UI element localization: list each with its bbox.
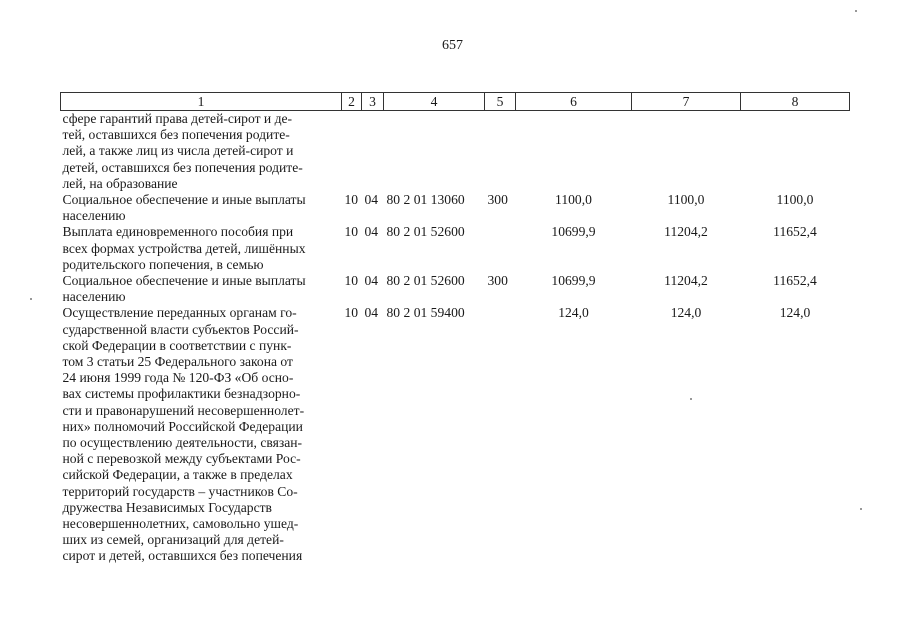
header-cell-7: 7	[632, 93, 741, 111]
description-line: ской Федерации в соответствии с пунк-	[62, 337, 292, 353]
amount-year-2: 11204,2	[664, 273, 708, 289]
description-line: дружества Независимых Государств	[62, 499, 272, 515]
amount-year-1: 10699,9	[551, 224, 596, 240]
description-line: Социальное обеспечение и иные выплаты	[62, 192, 306, 208]
target-article-code	[384, 111, 485, 193]
description-line: населению	[62, 208, 126, 224]
amount-year-2	[632, 111, 741, 193]
amount-year-3: 1100,0	[776, 192, 814, 208]
subsection-code: 04	[364, 192, 379, 208]
row-description	[61, 111, 342, 193]
table-row	[61, 305, 850, 564]
subsection-code: 04	[364, 224, 379, 240]
description-line: населению	[62, 289, 126, 305]
header-row	[61, 93, 850, 111]
amount-year-1: 124,0	[558, 305, 589, 321]
section-code: 10	[344, 192, 359, 208]
amount-year-1: 1100,0	[555, 192, 592, 208]
amount-year-3	[741, 111, 850, 193]
description-line: детей, оставшихся без попечения родите-	[62, 159, 303, 175]
expense-type-code: 300	[487, 192, 508, 208]
description-line: них» полномочий Российской Федерации	[62, 418, 303, 434]
target-article-code: 80 2 01 52600	[386, 273, 465, 289]
description-line: всех формах устройства детей, лишённых	[62, 240, 306, 256]
subsection-code: 04	[364, 273, 379, 289]
scan-speck	[855, 10, 857, 12]
header-cell-4: 4	[384, 93, 485, 111]
amount-year-3: 11652,4	[773, 273, 817, 289]
amount-year-2: 1100,0	[667, 192, 705, 208]
description-line: сирот и детей, оставшихся без попечения	[62, 548, 303, 564]
description-line: Осуществление переданных органам го-	[62, 305, 297, 321]
header-cell-3: 3	[362, 93, 384, 111]
subsection-code	[362, 111, 384, 193]
description-line: тей, оставшихся без попечения родите-	[62, 127, 290, 143]
description-line: ших из семей, организаций для детей-	[62, 532, 284, 548]
description-line: лей, а также лиц из числа детей-сирот и	[62, 143, 294, 159]
section-code: 10	[344, 224, 359, 240]
budget-table	[60, 92, 850, 565]
amount-year-2: 124,0	[670, 305, 702, 321]
row-description	[61, 273, 342, 305]
row-description	[61, 192, 342, 224]
amount-year-2: 11204,2	[664, 224, 708, 240]
row-description	[61, 224, 342, 273]
amount-year-1	[516, 111, 632, 193]
section-code: 10	[344, 273, 359, 289]
header-cell-5: 5	[485, 93, 516, 111]
table-header	[61, 93, 850, 111]
description-line: Выплата единовременного пособия при	[62, 224, 294, 240]
description-line: родительского попечения, в семью	[62, 256, 264, 272]
table-row	[61, 111, 850, 193]
description-line: 24 июня 1999 года № 120-ФЗ «Об осно-	[62, 370, 294, 386]
table-row	[61, 224, 850, 273]
description-line: том 3 статьи 25 Федерального закона от	[62, 354, 293, 370]
amount-year-3: 11652,4	[773, 224, 817, 240]
table-body	[61, 111, 850, 565]
scan-speck	[860, 508, 862, 510]
target-article-code: 80 2 01 52600	[386, 224, 465, 240]
amount-year-1: 10699,9	[551, 273, 596, 289]
description-line: территорий государств – участников Со-	[62, 483, 298, 499]
expense-type-code	[485, 224, 516, 273]
row-description	[61, 305, 342, 564]
description-line: несовершеннолетних, самовольно ушед-	[62, 516, 299, 532]
description-line: ной с перевозкой между субъектами Рос-	[62, 451, 301, 467]
target-article-code: 80 2 01 13060	[386, 192, 465, 208]
expense-type-code: 300	[487, 273, 508, 289]
header-cell-6: 6	[516, 93, 632, 111]
description-line: вах системы профилактики безнадзорно-	[62, 386, 301, 402]
page-number: 657	[442, 38, 463, 53]
description-line: сударственной власти субъектов Россий-	[62, 321, 299, 337]
expense-type-code	[485, 305, 516, 564]
amount-year-3: 124,0	[779, 305, 811, 321]
header-cell-1: 1	[61, 93, 342, 111]
header-cell-2: 2	[342, 93, 362, 111]
scan-speck	[30, 298, 32, 300]
header-cell-8: 8	[741, 93, 850, 111]
subsection-code: 04	[364, 305, 379, 321]
expense-type-code	[485, 111, 516, 193]
description-line: сти и правонарушений несовершеннолет-	[62, 402, 305, 418]
description-line: по осуществлению деятельности, связан-	[62, 435, 303, 451]
table-row	[61, 192, 850, 224]
description-line: сийской Федерации, а также в пределах	[62, 467, 293, 483]
target-article-code: 80 2 01 59400	[386, 305, 465, 321]
table-row	[61, 273, 850, 305]
description-line: лей, на образование	[62, 175, 178, 191]
section-code: 10	[344, 305, 359, 321]
section-code	[342, 111, 362, 193]
description-line: Социальное обеспечение и иные выплаты	[62, 273, 306, 289]
description-line: сфере гарантий права детей-сирот и де-	[62, 111, 293, 126]
